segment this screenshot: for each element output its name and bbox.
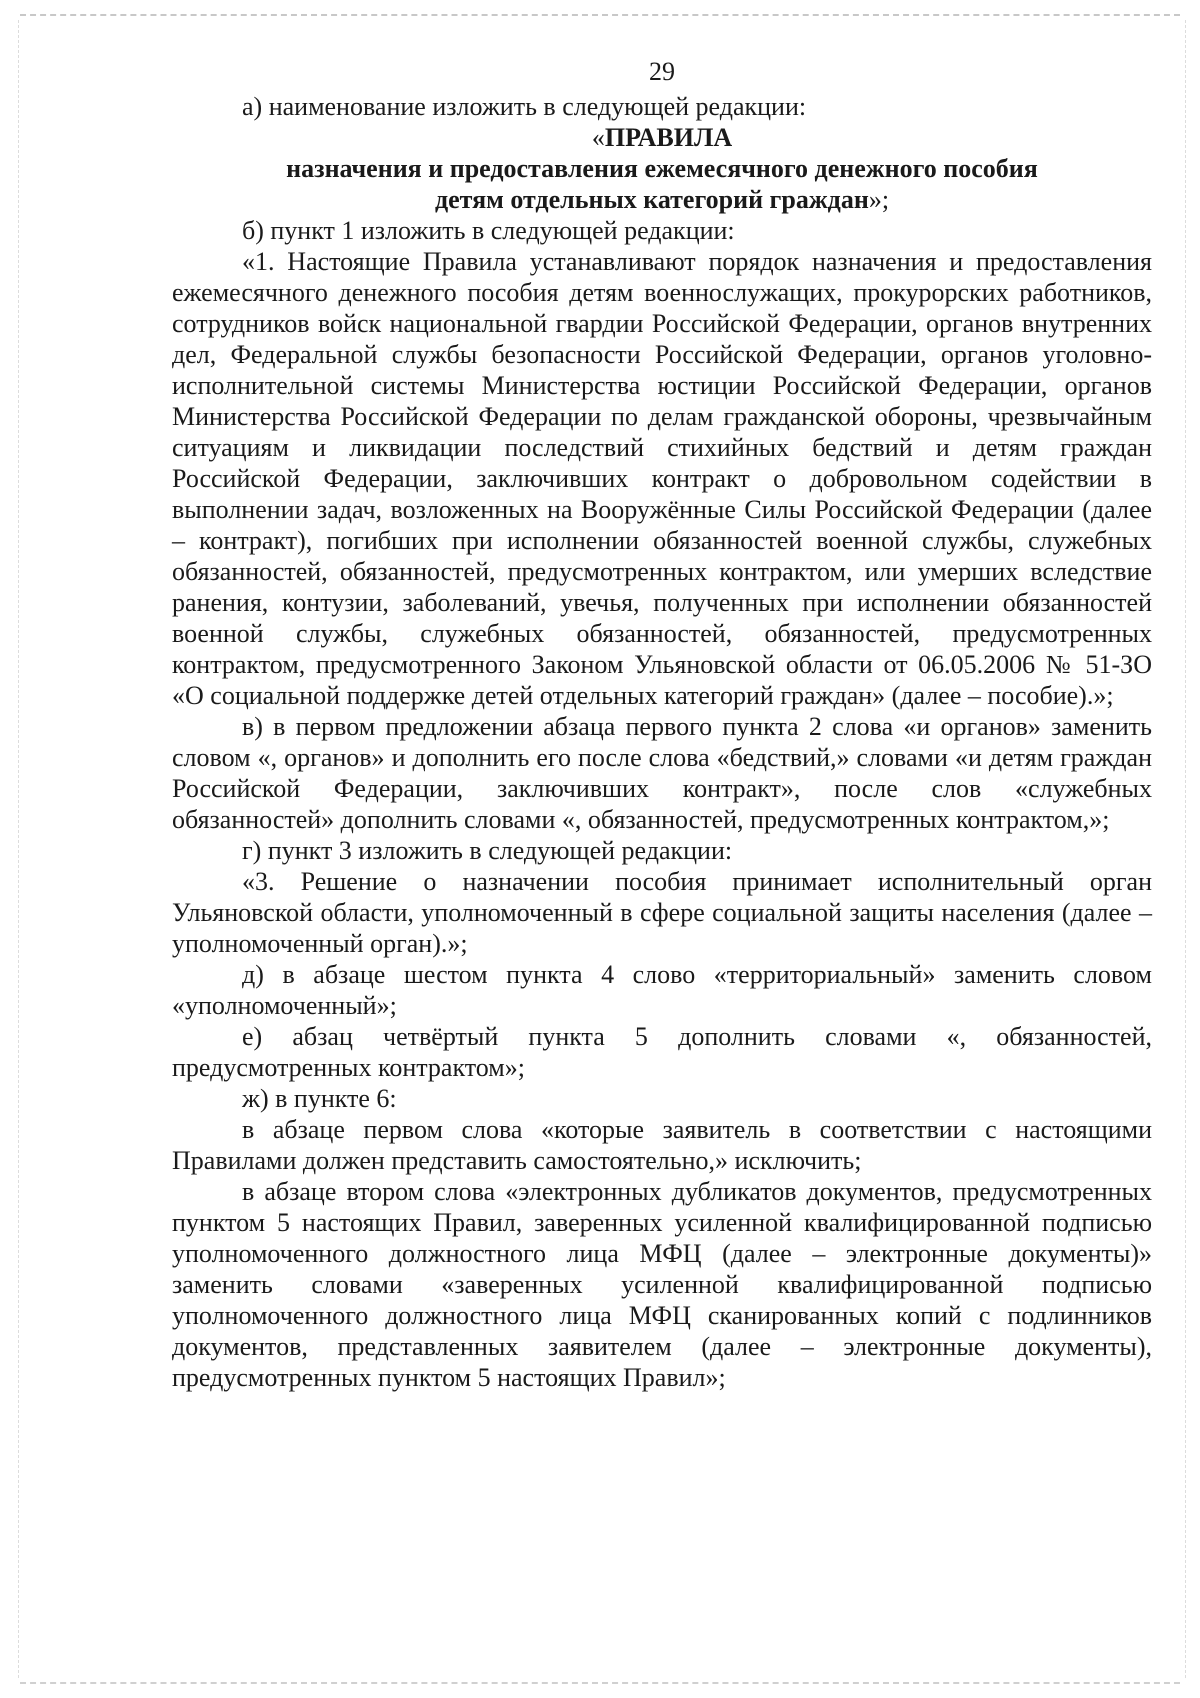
title-line3: детям отдельных категорий граждан bbox=[434, 185, 869, 214]
item-a-intro: а) наименование изложить в следующей редакции: bbox=[242, 92, 807, 121]
scan-edge-left bbox=[18, 20, 19, 1678]
point-1-text: «1. Настоящие Правила устанавливают порядок назначения и предоставления ежемесячного денежного пособия детям военнослужащих, прокурорских работников, сотрудников войск национальной гвардии Российской Федерации, органов внутренних дел, Федеральной службы безопасности Российской Федерации, органов уголовно-исполнительной системы Министерства юстиции Российской Федерации, органов Министерства Российской Федерации по делам гражданской обороны, чрезвычайным ситуациям и ликвидации последствий стихийных бедствий и детям граждан Российской Федерации, заключивших контракт о добровольном содействии в выполнении задач, возложенных на Вооружённые Силы Российской Федерации (далее – контракт), погибших при исполнении обязанностей военной службы, служебных обязанностей, обязанностей, предусмотренных контрактом, или умерших вследствие ранения, контузии, заболеваний, увечья, полученных при исполнении обязанностей военной службы, служебных обязанностей, обязанностей, предусмотренных контрактом, предусмотренного Законом Ульяновской области от 06.05.2006 № 51-ЗО «О социальной поддержке детей отдельных категорий граждан» (далее – пособие).»; bbox=[172, 247, 1152, 710]
scan-edge-top bbox=[20, 14, 1180, 16]
item-d: д) в абзаце шестом пункта 4 слово «территориальный» заменить словом «уполномоченный»; bbox=[172, 960, 1152, 1020]
item-zh-paragraph-1: в абзаце первом слова «которые заявитель в соответствии с настоящими Правилами должен представить самостоятельно,» исключить; bbox=[172, 1115, 1152, 1175]
item-e: е) абзац четвёртый пункта 5 дополнить словами «, обязанностей, предусмотренных контрактом»; bbox=[172, 1022, 1152, 1082]
item-b-intro: б) пункт 1 изложить в следующей редакции: bbox=[242, 216, 735, 245]
title-quote-open: « bbox=[591, 123, 605, 152]
item-zh-intro: ж) в пункте 6: bbox=[242, 1084, 397, 1113]
scan-edge-right bbox=[1185, 20, 1186, 1678]
title-main: ПРАВИЛА bbox=[604, 123, 733, 152]
rules-title bbox=[172, 122, 1152, 215]
point-3-text: «3. Решение о назначении пособия принимает исполнительный орган Ульяновской области, уполномоченный в сфере социальной защиты населения (далее – уполномоченный орган).»; bbox=[172, 867, 1152, 958]
scan-edge-bottom bbox=[20, 1682, 1180, 1684]
item-g-intro: г) пункт 3 изложить в следующей редакции: bbox=[242, 836, 733, 865]
rules-title-line2: назначения и предоставления ежемесячного денежного пособия bbox=[286, 154, 1038, 183]
item-zh-paragraph-2: в абзаце втором слова «электронных дубликатов документов, предусмотренных пунктом 5 настоящих Правил, заверенных усиленной квалифицированной подписью уполномоченного должностного лица МФЦ (далее – электронные документы)» заменить словами «заверенных усиленной квалифицированной подписью уполномоченного должностного лица МФЦ сканированных копий с подлинников документов, представленных заявителем (далее – электронные документы), предусмотренных пунктом 5 настоящих Правил»; bbox=[172, 1177, 1152, 1392]
rules-title-main bbox=[172, 122, 1152, 153]
item-v: в) в первом предложении абзаца первого пункта 2 слова «и органов» заменить словом «, органов» и дополнить его после слова «бедствий,» словами «и детям граждан Российской Федерации, заключивших контракт», после слов «служебных обязанностей» дополнить словами «, обязанностей, предусмотренных контрактом,»; bbox=[172, 712, 1152, 834]
rules-title-line3 bbox=[172, 184, 1152, 215]
document-page bbox=[172, 56, 1152, 1393]
page-number: 29 bbox=[649, 57, 675, 86]
title-close: »; bbox=[868, 185, 890, 214]
